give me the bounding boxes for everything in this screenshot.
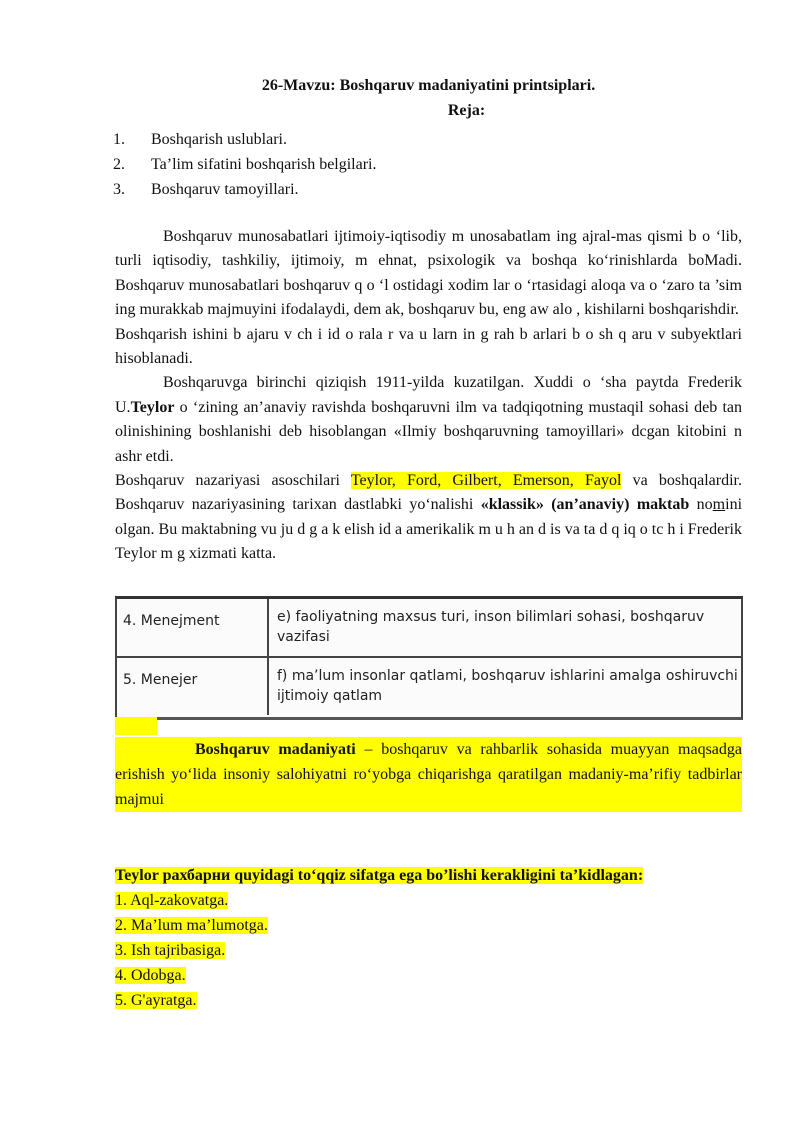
list-item [115,938,742,963]
paragraph-4-underline: m [712,496,726,514]
highlight-mark [115,717,157,735]
plan-item-number: 3. [113,181,125,198]
paragraph-4-text-a: Boshqaruv nazariyasi asoschilari [115,472,351,490]
plan-item-number: 1. [113,131,125,148]
document-title: 26-Mavzu: Boshqaruv madaniyatini printsiplari. [261,77,596,94]
table-row [117,599,741,656]
plan-item-number: 2. [113,156,125,173]
qualities-list [115,888,742,1013]
paragraph-3 [115,371,742,469]
plan-item-text: Ta’lim sifatini boshqarish belgilari. [151,156,377,173]
list-item-text: 2. Ma’lum ma’lumotga. [115,917,268,934]
paragraph-4-text-d: ini olgan. Bu maktabning vu ju d g a k elish id a amerikalik m u h an d is va ta d q iq o tc h i Frederik Teylor m g xizmati katta. [115,496,743,563]
plan-list [113,127,740,202]
list-item [115,888,742,913]
table-term: 5. Menejer [117,658,269,715]
table-term: 4. Menejment [117,599,269,656]
paragraph-4-text-b: va boshqalardir. Boshqaruv nazariyasining tarixan dastlabki yo‘nalishi [115,472,742,514]
table-definition: e) faoliyatning maxsus turi, inson bilimlari sohasi, boshqaruv vazifasi [277,609,705,645]
teylor-heading [115,863,742,888]
plan-item-text: Boshqaruv tamoyillari. [151,181,299,198]
list-item-text: 1. Aql-zakovatga. [115,892,229,909]
plan-item [113,177,740,202]
table-row [117,656,741,715]
paragraph-2: Boshqarish ishini b ajaru v ch i id o rala r va u larn in g rah b arlari b o sh q aru v subyektlari hisoblanadi. [115,325,742,368]
plan-heading: Reja: [447,102,486,119]
plan-item [113,152,740,177]
body-text [115,225,742,567]
plan-item-text: Boshqarish uslublari. [151,131,287,148]
definition-text: – boshqaruv va rahbarlik sohasida muayyan maqsadga erishish yo‘lida insoniy salohiyatni ro‘yobga chiqarishga qaratilgan madaniy-ma’rifiy tadbirlar majmui [115,741,743,808]
definition-block [115,737,742,812]
paragraph-1: Boshqaruv munosabatlari ijtimoiy-iqtisodiy m unosabatlam ing ajral-mas qismi b o ‘lib, turli iqtisodiy, tashkiliy, ijtimoiy, m ehnat, psixologik va boshqa ko‘rinishlarda boMadi. Boshqaruv munosabatlari boshqaruv q o ‘l ostidagi xodim lar o ‘rtasidagi aloqa va o ‘zaro ta ’sim ing murakkab majmuyini ifodalaydi, dem ak, boshqaruv bu, eng aw alo , kishilarni boshqarishdir. [115,228,742,319]
list-item [115,913,742,938]
table-image [115,596,743,720]
teylor-heading-text: Teylor рахбарни quyidagi to‘qqiz sifatga ega bo’lishi kerakligini ta’kidlagan: [115,867,644,884]
paragraph-3-text-a: Boshqaruvga birinchi qiziqish 1911-yilda kuzatilgan. Xuddi o ‘sha paytda Frederik U. [115,374,742,416]
paragraph-3-text-b: o ‘zining an’anaviy ravishda boshqaruvni ilm va tadqiqotning mustaqil sohasi deb tan olinishining boshlanishi deb hisoblangan «Ilmiy boshqaruvning tamoyillari» dcgan kitobini n ashr etdi. [115,398,742,465]
list-item [115,963,742,988]
paragraph-3-bold: Teylor [130,398,175,416]
plan-item [113,127,740,152]
paragraph-4 [115,469,742,567]
teylor-qualities [115,863,742,1013]
list-item [115,988,742,1013]
list-item-text: 4. Odobga. [115,967,186,984]
list-item-text: 3. Ish tajribasiga. [115,942,226,959]
paragraph-4-bold: «klassik» (an’anaviy) maktab [480,496,690,514]
definition-paragraph [115,737,742,812]
paragraph-4-highlight: Teylor, Ford, Gilbert, Emerson, Fayol [350,472,622,490]
paragraph-4-text-c: no [689,496,713,514]
table-definition: f) ma’lum insonlar qatlami, boshqaruv ishlarini amalga oshiruvchi ijtimoiy qatlam [277,668,738,704]
definition-term: Boshqaruv madaniyati [195,741,356,758]
list-item-text: 5. G'ayratga. [115,992,197,1009]
